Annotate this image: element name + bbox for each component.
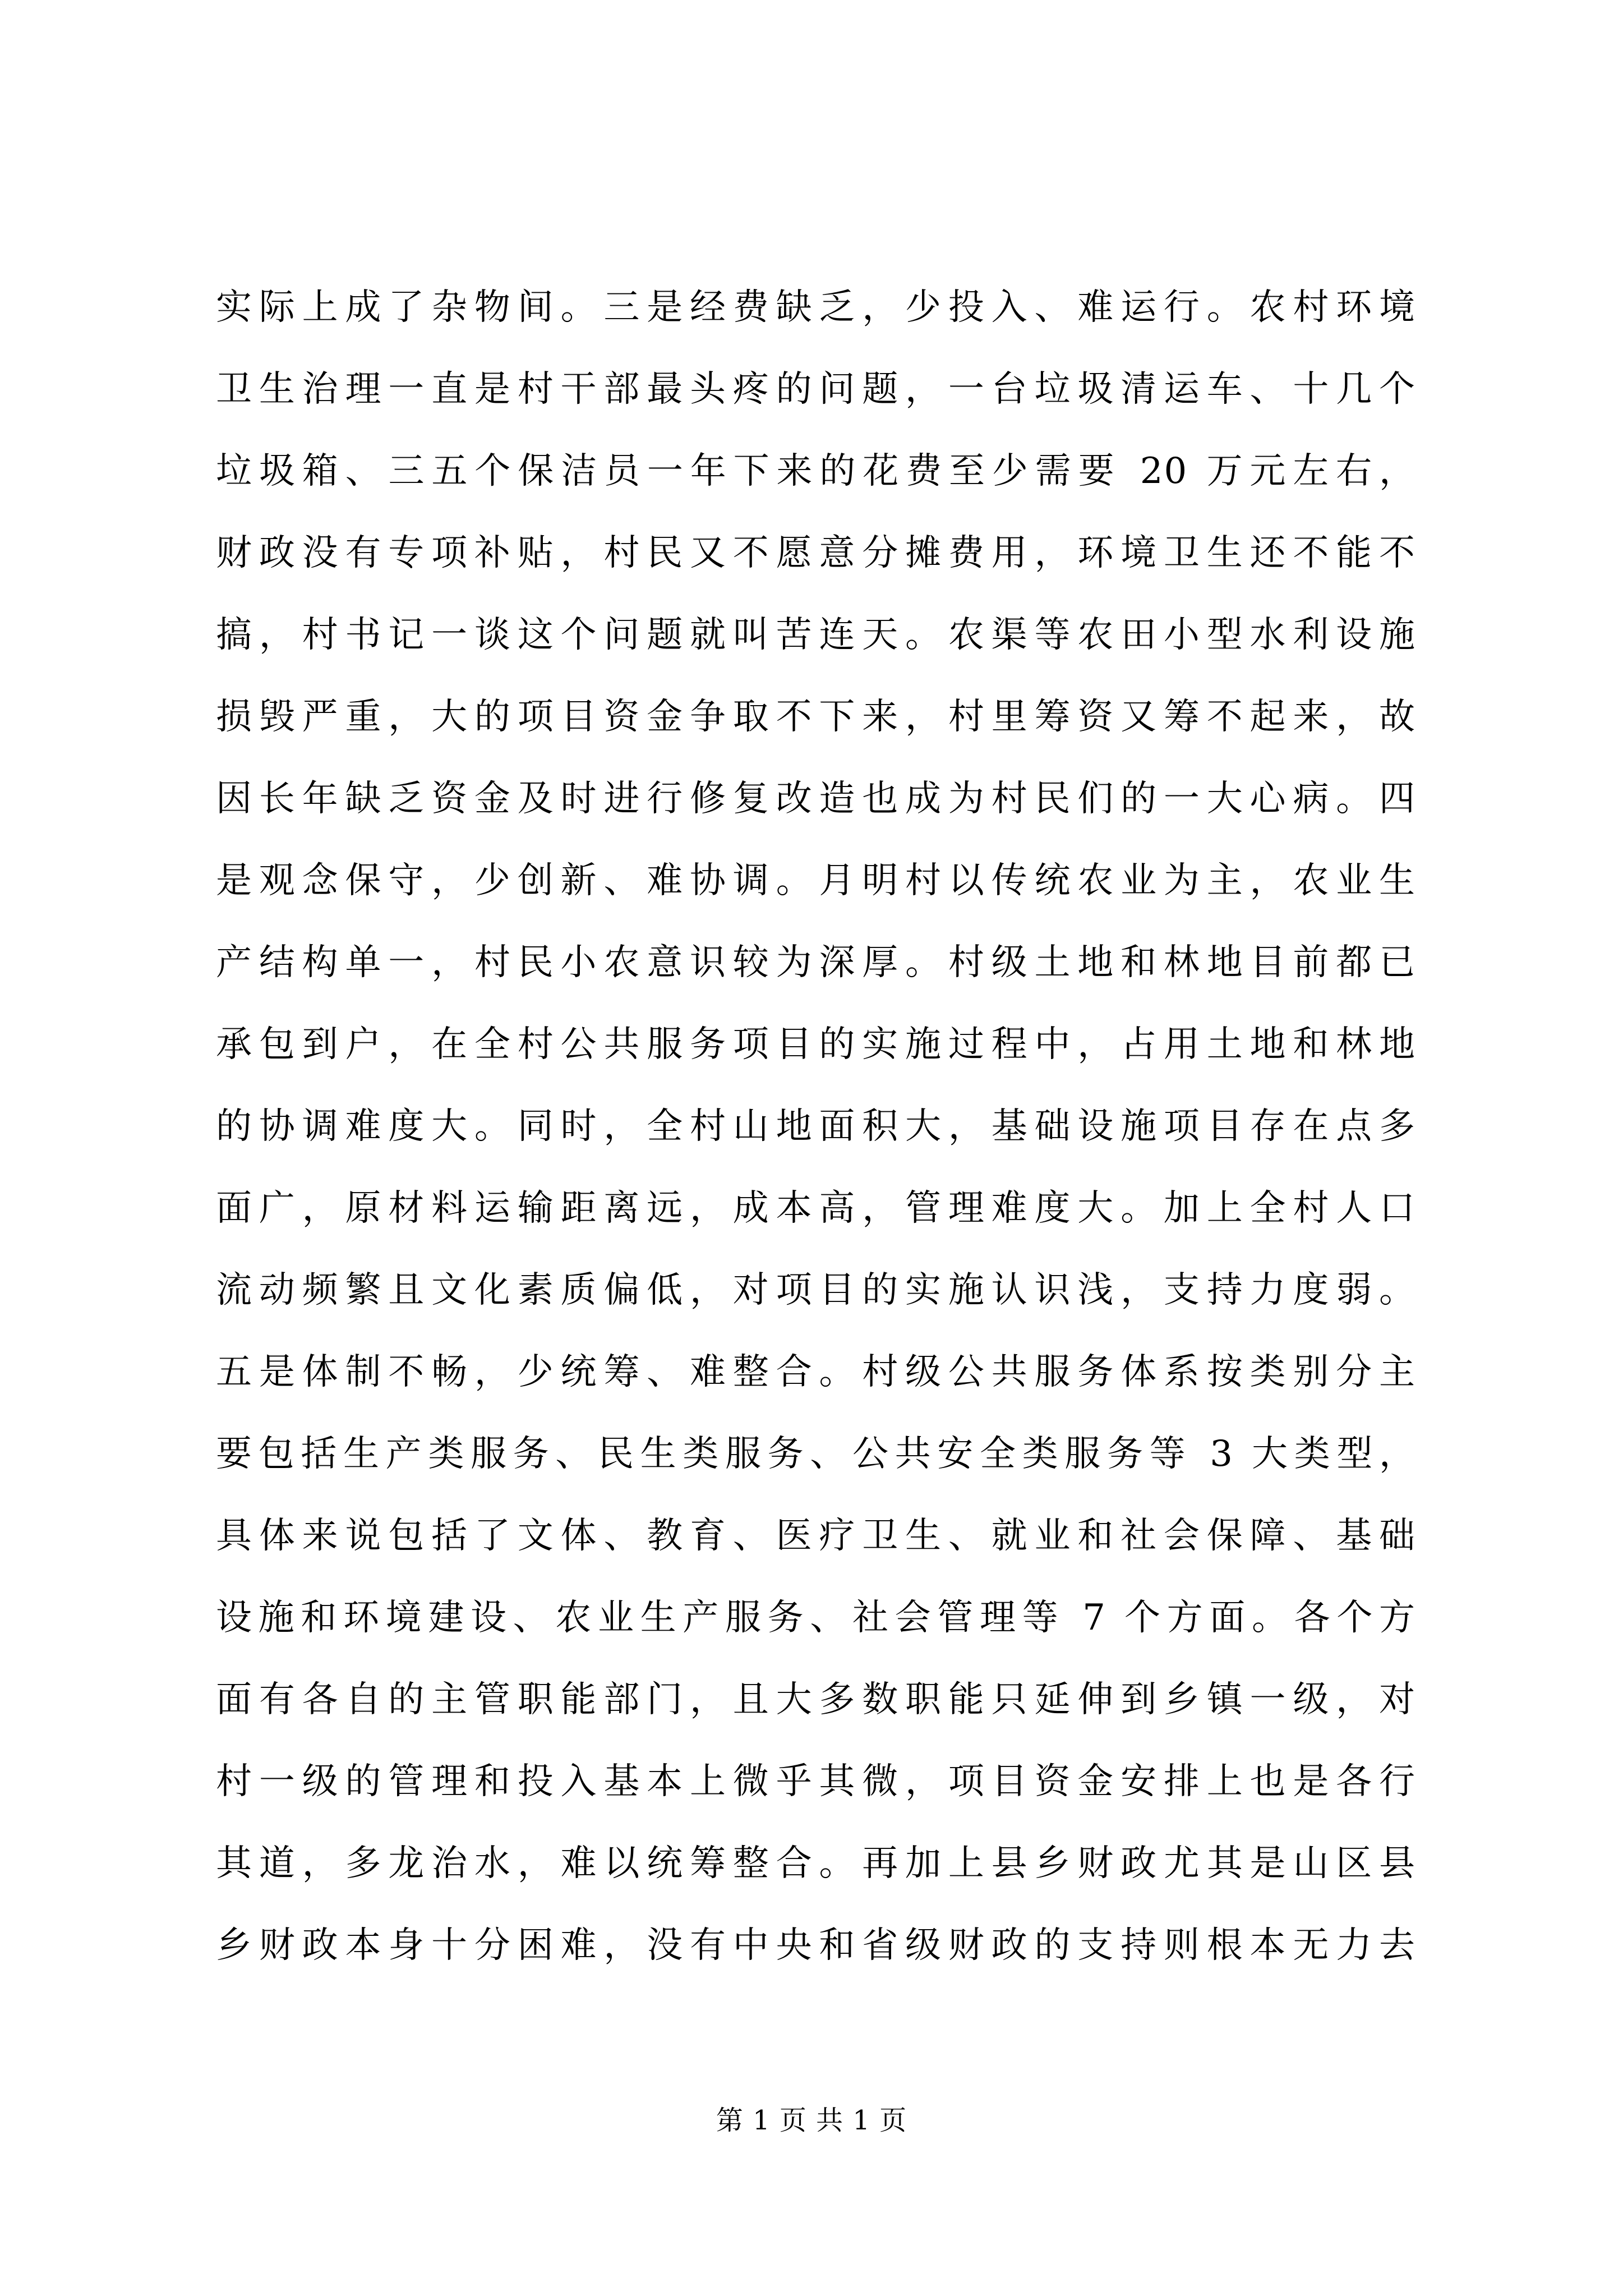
text-line: 的协调难度大。同时，全村山地面积大，基础设施项目存在点多	[216, 1106, 1416, 1147]
text-line: 具体来说包括了文体、教育、医疗卫生、就业和社会保障、基础	[216, 1515, 1416, 1557]
page-number-label: 第 1 页 共 1 页	[716, 2105, 907, 2136]
text-line: 损毁严重，大的项目资金争取不下来，村里筹资又筹不起来，故	[216, 696, 1416, 738]
text-line: 流动频繁且文化素质偏低，对项目的实施认识浅，支持力度弱。	[216, 1269, 1416, 1311]
text-line: 实际上成了杂物间。三是经费缺乏，少投入、难运行。农村环境	[216, 287, 1416, 328]
text-line: 卫生治理一直是村干部最头疼的问题，一台垃圾清运车、十几个	[216, 369, 1416, 410]
body-text	[216, 266, 1416, 1986]
text-line: 面广，原材料运输距离远，成本高，管理难度大。加上全村人口	[216, 1188, 1416, 1229]
page-footer	[0, 2101, 1623, 2140]
text-line: 五是体制不畅，少统筹、难整合。村级公共服务体系按类别分主	[216, 1351, 1416, 1393]
text-line: 承包到户，在全村公共服务项目的实施过程中，占用土地和林地	[216, 1024, 1416, 1065]
text-line: 是观念保守，少创新、难协调。月明村以传统农业为主，农业生	[216, 860, 1416, 901]
text-line: 乡财政本身十分困难，没有中央和省级财政的支持则根本无力去	[216, 1925, 1416, 1966]
text-line: 产结构单一，村民小农意识较为深厚。村级土地和林地目前都已	[216, 942, 1416, 983]
text-line: 面有各自的主管职能部门，且大多数职能只延伸到乡镇一级，对	[216, 1679, 1416, 1720]
text-line: 要包括生产类服务、民生类服务、公共安全类服务等 3 大类型，	[216, 1433, 1416, 1475]
text-line: 搞，村书记一谈这个问题就叫苦连天。农渠等农田小型水利设施	[216, 614, 1416, 656]
text-line: 财政没有专项补贴，村民又不愿意分摊费用，环境卫生还不能不	[216, 532, 1416, 574]
text-line: 设施和环境建设、农业生产服务、社会管理等 7 个方面。各个方	[216, 1597, 1416, 1639]
text-line: 因长年缺乏资金及时进行修复改造也成为村民们的一大心病。四	[216, 778, 1416, 820]
text-line: 垃圾箱、三五个保洁员一年下来的花费至少需要 20 万元左右，	[216, 450, 1416, 492]
text-line: 村一级的管理和投入基本上微乎其微，项目资金安排上也是各行	[216, 1761, 1416, 1802]
text-line: 其道，多龙治水，难以统筹整合。再加上县乡财政尤其是山区县	[216, 1843, 1416, 1884]
